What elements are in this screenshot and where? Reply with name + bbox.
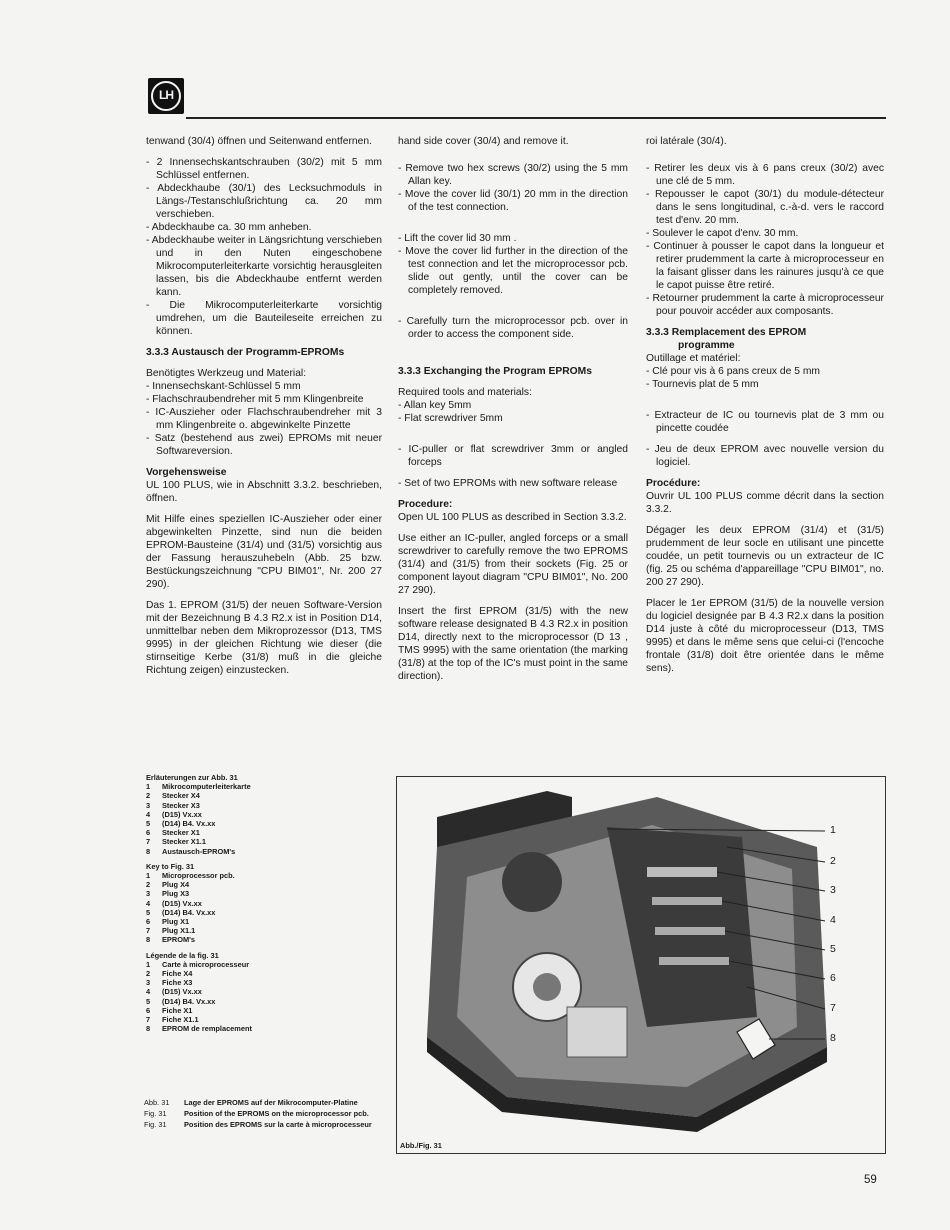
step: - Retourner prudemment la carte à microprocesseur pour pouvoir accéder aux composants. — [646, 292, 884, 318]
legend-number: 5 — [146, 819, 151, 829]
photo-fan-hub — [533, 973, 561, 1001]
page-number: 59 — [864, 1174, 877, 1186]
figure-photo-frame — [396, 776, 886, 1154]
legend-row — [146, 969, 386, 978]
tools-list — [646, 365, 884, 391]
legend-text: Plug X4 — [162, 880, 190, 890]
legend-text: Mikrocomputerleiterkarte — [162, 782, 251, 792]
tools-list — [398, 399, 628, 425]
step: - Move the cover lid (30/1) 20 mm in the direction of the test connection. — [398, 188, 628, 214]
tool-item: - Allan key 5mm — [398, 399, 628, 412]
tools-list — [646, 409, 884, 435]
procedure-title: Procedure: — [398, 499, 453, 510]
step: - 2 Innensechskantschrauben (30/2) mit 5 mm Schlüssel entfernen. — [146, 156, 382, 182]
step: - Move the cover lid further in the direction of the test connection and let the microprocessor pcb. slide out gently, until the cover can be completely removed. — [398, 245, 628, 297]
legend-number: 5 — [146, 907, 151, 917]
tool-item: - Satz (bestehend aus zwei) EPROMs mit neuer Softwareversion. — [146, 432, 382, 458]
procedure-para: UL 100 PLUS, wie in Abschnitt 3.3.2. beschrieben, öffnen. — [146, 480, 382, 504]
legend-number: 2 — [146, 791, 151, 801]
spacer — [398, 349, 628, 359]
tool-item: - Extracteur de IC ou tournevis plat de 3 mm ou pincette coudée — [646, 409, 884, 435]
legend-text: (D15) Vx.xx — [162, 987, 202, 997]
legend-row — [146, 978, 386, 987]
procedure-para: Mit Hilfe eines speziellen IC-Auszieher oder einer abgewinkelten Pinzette, sind nun die beiden EPROM-Bausteine (31/4) und (31/5) vorsichtig aus der Fassung herauszuhebeln (Abb. 25 bzw. Bestückungszeichnung "CPU BIM01", Nr. 200 27 290). — [146, 514, 382, 590]
legend-text: Fiche X1.1 — [162, 1015, 199, 1025]
legend-row — [146, 889, 386, 898]
legend-row — [146, 935, 386, 944]
legend-number: 8 — [146, 846, 151, 856]
legend-text: Stecker X4 — [162, 791, 200, 801]
legend-text: Plug X3 — [162, 889, 190, 899]
step: - Continuer à pousser le capot dans la longueur et retirer prudemment la carte à microprocesseur en la faisant glisser dans les rainures jusqu'à ce que le capot puisse être retiré. — [646, 240, 884, 292]
column-german — [146, 135, 382, 685]
step: - Die Mikrocomputerleiterkarte vorsichtig umdrehen, um die Bauteileseite erreichen zu können. — [146, 299, 382, 338]
caption-row — [144, 1120, 376, 1129]
column-english — [398, 135, 628, 691]
legend-text: Plug X1.1 — [162, 926, 196, 936]
legend-text: Microprocessor pcb. — [162, 871, 235, 881]
tools-list — [398, 443, 628, 469]
photo-module — [567, 1007, 627, 1057]
caption-text: Lage der EPROMS auf der Mikrocomputer-Platine — [184, 1098, 358, 1107]
caption-label: Fig. 31 — [144, 1109, 167, 1118]
tool-item: - Set of two EPROMs with new software release — [398, 477, 628, 490]
removal-steps — [398, 232, 628, 297]
legend-row — [146, 960, 386, 969]
section-heading-cont: programme — [678, 340, 735, 351]
procedure-title: Procédure: — [646, 478, 701, 489]
caption-text: Position des EPROMS sur la carte à microprocesseur — [184, 1120, 372, 1129]
procedure-para: Insert the first EPROM (31/5) with the new software release designated B 4.3 R2.x in position D14, directly next to the microprocessor (D 13 , TMS 9995) with the same orientation (the marking (31/8) at the top of the IC's must point in the same direction). — [398, 606, 628, 682]
legend-row — [146, 880, 386, 889]
legend-number: 4 — [146, 987, 151, 997]
legend-number: 1 — [146, 782, 151, 792]
caption-text: Position of the EPROMS on the microprocessor pcb. — [184, 1109, 369, 1118]
callout-number: 4 — [830, 914, 836, 926]
spacer — [398, 433, 628, 443]
legend-row — [146, 819, 386, 828]
legend-number: 5 — [146, 996, 151, 1006]
legend-number: 3 — [146, 978, 151, 988]
photo-connector — [647, 867, 717, 877]
caption-label: Fig. 31 — [144, 1120, 167, 1129]
legend-text: Stecker X1 — [162, 828, 200, 838]
legend-row — [146, 908, 386, 917]
legend-text: Austausch-EPROM's — [162, 846, 236, 856]
tool-item: - Flachschraubendreher mit 5 mm Klingenbreite — [146, 393, 382, 406]
intro-text: roi latérale (30/4). — [646, 136, 727, 147]
step: - Remove two hex screws (30/2) using the 5 mm Allan key. — [398, 162, 628, 188]
tool-item: - IC-Auszieher oder Flachschraubendreher mit 3 mm Klingenbreite o. abgewinkelte Pinzette — [146, 406, 382, 432]
tools-title: Required tools and materials: — [398, 387, 532, 398]
legend-number: 3 — [146, 800, 151, 810]
legend-row — [146, 782, 386, 791]
tools-title: Benötigtes Werkzeug und Material: — [146, 368, 307, 379]
step: - Lift the cover lid 30 mm . — [398, 232, 628, 245]
legend-number: 4 — [146, 809, 151, 819]
legend-title-fr: Légende de la fig. 31 — [146, 950, 219, 960]
tool-item: - Jeu de deux EPROM avec nouvelle version du logiciel. — [646, 443, 884, 469]
removal-steps — [398, 315, 628, 341]
legend-number: 6 — [146, 1005, 151, 1015]
intro-text: tenwand (30/4) öffnen und Seitenwand entfernen. — [146, 136, 372, 147]
legend-title-en: Key to Fig. 31 — [146, 861, 195, 871]
step: - Soulever le capot d'env. 30 mm. — [646, 227, 884, 240]
legend-number: 7 — [146, 837, 151, 847]
legend-number: 2 — [146, 969, 151, 979]
tool-item: - IC-puller or flat screwdriver 3mm or angled forceps — [398, 443, 628, 469]
legend-row — [146, 810, 386, 819]
caption-row — [144, 1109, 376, 1118]
tools-list — [646, 443, 884, 469]
procedure-para: Open UL 100 PLUS as described in Section 3.3.2. — [398, 512, 627, 523]
tool-item: - Tournevis plat de 5 mm — [646, 378, 884, 391]
legend-row — [146, 899, 386, 908]
legend-row — [146, 828, 386, 837]
legend-row — [146, 1006, 386, 1015]
legend-row — [146, 837, 386, 846]
tools-list — [398, 477, 628, 490]
callout-number: 2 — [830, 855, 836, 867]
callout-number: 5 — [830, 943, 836, 955]
caption-label: Abb. 31 — [144, 1098, 170, 1107]
removal-steps — [398, 162, 628, 214]
legend-text: Fiche X4 — [162, 969, 193, 979]
section-heading: 3.3.3 Remplacement des EPROM — [646, 327, 807, 338]
photo-chip — [659, 957, 729, 965]
legend-text: Plug X1 — [162, 917, 190, 927]
figure-captions — [144, 1098, 376, 1131]
procedure-para: Dégager les deux EPROM (31/4) et (31/5) prudemment de leur socle en utilisant une pincette coudée, un petit tournevis ou un extracteur de IC (fig. 25 ou schéma d'appareillage "CPU BIM01", no. 200 27 290). — [646, 525, 884, 588]
callout-number: 8 — [830, 1032, 836, 1044]
figure-legend — [146, 773, 386, 1033]
legend-text: EPROM de remplacement — [162, 1024, 252, 1034]
tool-item: - Clé pour vis à 6 pans creux de 5 mm — [646, 365, 884, 378]
legend-row — [146, 801, 386, 810]
section-heading: 3.3.3 Austausch der Programm-EPROMs — [146, 347, 345, 358]
legend-text: Stecker X1.1 — [162, 837, 206, 847]
figure-label: Abb./Fig. 31 — [400, 1141, 442, 1150]
legend-number: 6 — [146, 917, 151, 927]
legend-row — [146, 1015, 386, 1024]
procedure-para: Use either an IC-puller, angled forceps or a small screwdriver to carefully remove the two EPROMS (31/4) and (31/5) from their sockets (Fig. 25 or component layout diagram "CPU BIM01", No. 200 27 290). — [398, 533, 628, 596]
tool-item: - Flat screwdriver 5mm — [398, 412, 628, 425]
procedure-para: Das 1. EPROM (31/5) der neuen Software-Version mit der Bezeichnung B 4.3 R2.x ist in Position D14, unmittelbar neben dem Mikroprozessor (D13, TMS 9995) in der gleichen Richtung wie dieser (die stirnseitige Kerbe (31/8) muß in die gleiche Richtung zeigen) einzustecken. — [146, 600, 382, 676]
callout-number: 6 — [830, 972, 836, 984]
tools-title: Outillage et matériel: — [646, 353, 741, 364]
legend-number: 1 — [146, 959, 151, 969]
legend-number: 3 — [146, 889, 151, 899]
step: - Retirer les deux vis à 6 pans creux (30/2) avec une clé de 5 mm. — [646, 162, 884, 188]
legend-number: 2 — [146, 880, 151, 890]
legend-number: 6 — [146, 828, 151, 838]
section-heading: 3.3.3 Exchanging the Program EPROMs — [398, 366, 592, 377]
legend-text: Carte à microprocesseur — [162, 959, 250, 969]
removal-steps — [646, 162, 884, 318]
legend-row — [146, 871, 386, 880]
logo-text: LH — [159, 88, 173, 102]
photo-transformer — [502, 852, 562, 912]
spacer — [398, 305, 628, 315]
legend-number: 8 — [146, 1024, 151, 1034]
spacer — [398, 222, 628, 232]
legend-row — [146, 1024, 386, 1033]
tools-list — [146, 380, 382, 458]
callout-number: 7 — [830, 1002, 836, 1014]
step: - Abdeckhaube weiter in Längsrichtung verschieben und in den Nuten eingeschobene Mikrocomputerleiterkarte vorsichtig herausgleiten lassen, bis die Abdeckhaube entfernt werden kann. — [146, 234, 382, 299]
legend-row — [146, 926, 386, 935]
step: - Carefully turn the microprocessor pcb. over in order to access the component side. — [398, 315, 628, 341]
legend-text: (D14) B4. Vx.xx — [162, 907, 216, 917]
legend-text: Stecker X3 — [162, 800, 200, 810]
callout-number: 3 — [830, 884, 836, 896]
removal-steps — [146, 156, 382, 338]
column-french — [646, 135, 884, 683]
spacer — [646, 399, 884, 409]
legend-row — [146, 997, 386, 1006]
legend-text: (D15) Vx.xx — [162, 898, 202, 908]
legend-text: (D14) B4. Vx.xx — [162, 819, 216, 829]
photo-connector — [652, 897, 722, 905]
legend-number: 7 — [146, 926, 151, 936]
legend-text: Fiche X1 — [162, 1005, 193, 1015]
step: - Abdeckhaube ca. 30 mm anheben. — [146, 221, 382, 234]
legend-number: 4 — [146, 898, 151, 908]
callout-number: 1 — [830, 824, 836, 836]
legend-title-de: Erläuterungen zur Abb. 31 — [146, 773, 238, 782]
legend-number: 8 — [146, 935, 151, 945]
company-logo — [148, 78, 184, 114]
legend-row — [146, 917, 386, 926]
legend-row — [146, 987, 386, 996]
legend-row — [146, 791, 386, 800]
step: - Repousser le capot (30/1) du module-détecteur dans le sens longitudinal, c.-à-d. vers le raccord test d'env. 20 mm. — [646, 188, 884, 227]
caption-row — [144, 1098, 376, 1107]
legend-text: (D15) Vx.xx — [162, 809, 202, 819]
legend-number: 1 — [146, 871, 151, 881]
photo-chip — [655, 927, 725, 935]
procedure-title: Vorgehensweise — [146, 467, 227, 478]
device-photo — [397, 777, 885, 1153]
procedure-para: Placer le 1er EPROM (31/5) de la nouvelle version du logiciel designée par B 4.3 R2.x dans la position D14 juste à côté du microprocesseur (D13, TMS 9995) et dans le même sens que celui-ci (l'encoche frontale (31/8) doit être orientée dans le même sens). — [646, 598, 884, 674]
header-rule — [186, 117, 886, 119]
legend-text: EPROM's — [162, 935, 195, 945]
legend-text: (D14) B4. Vx.xx — [162, 996, 216, 1006]
legend-number: 7 — [146, 1015, 151, 1025]
legend-text: Fiche X3 — [162, 978, 193, 988]
procedure-para: Ouvrir UL 100 PLUS comme décrit dans la section 3.3.2. — [646, 491, 884, 515]
legend-row — [146, 847, 386, 856]
tool-item: - Innensechskant-Schlüssel 5 mm — [146, 380, 382, 393]
intro-text: hand side cover (30/4) and remove it. — [398, 136, 569, 147]
step: - Abdeckhaube (30/1) des Lecksuchmoduls in Längs-/Testanschlußrichtung ca. 20 mm verschieben. — [146, 182, 382, 221]
